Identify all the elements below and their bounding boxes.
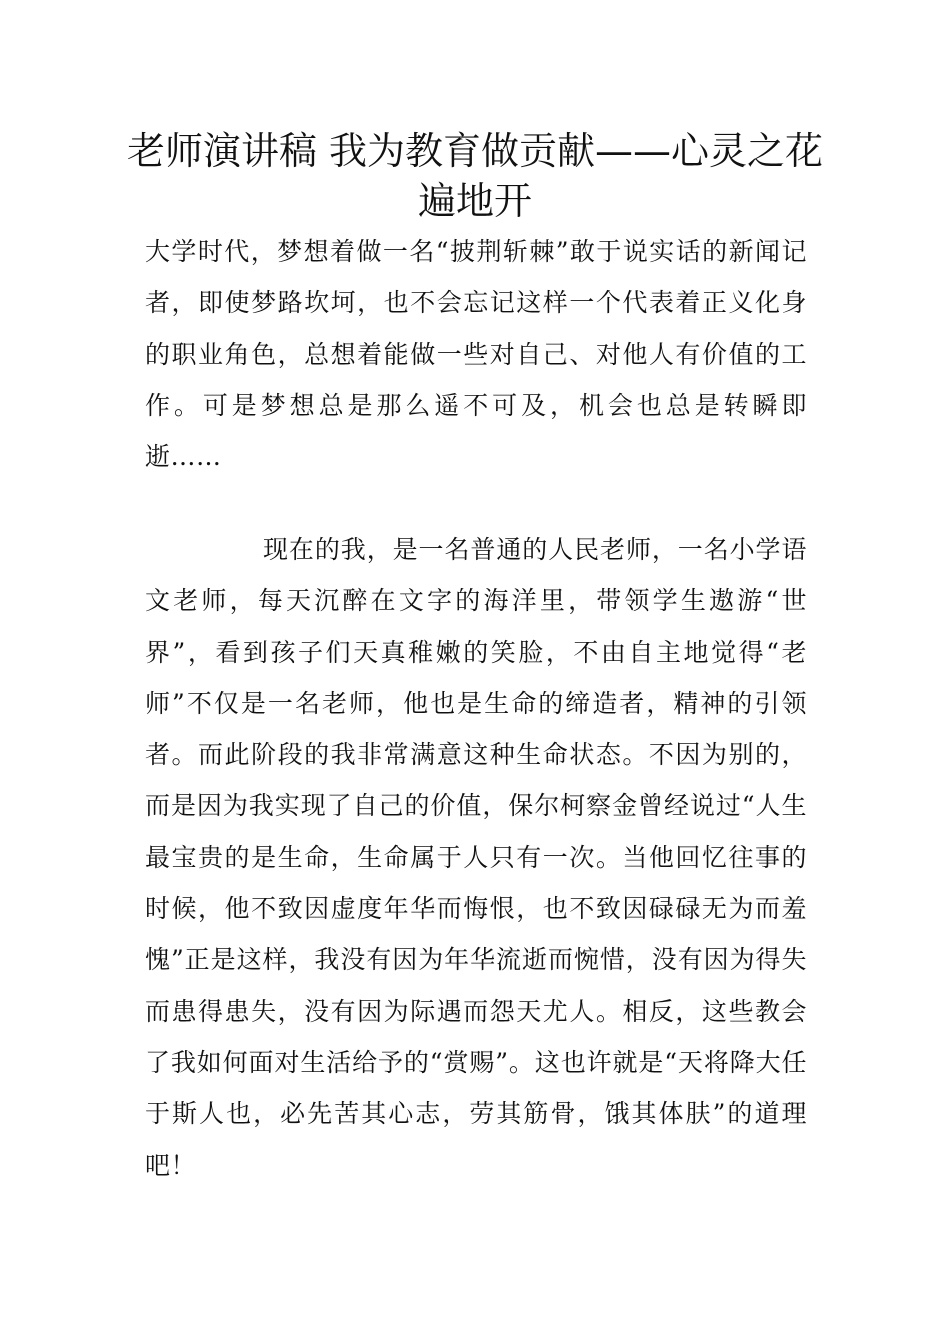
paragraph-2: 现在的我，是一名普通的人民老师，一名小学语文老师，每天沉醉在文字的海洋里，带领学生遨游“世界”，看到孩子们天真稚嫩的笑脸，不由自主地觉得“老师”不仅是一名老师，他也是生命的缔造者，精神的引领者。而此阶段的我非常满意这种生命状态。不因为别的，而是因为我实现了自己的价值，保尔柯察金曾经说过“人生最宝贵的是生命，生命属于人只有一次。当他回忆往事的时候，他不致因虚度年华而悔恨，也不致因碌碌无为而羞愧”正是这样，我没有因为年华流逝而惋惜，没有因为得失而患得患失，没有因为际遇而怨天尤人。相反，这些教会了我如何面对生活给予的“赏赐”。这也许就是“天将降大任于斯人也，必先苦其心志，劳其筋骨，饿其体肤”的道理吧！: [145, 535, 807, 1180]
document-title: 老师演讲稿 我为教育做贡献——心灵之花遍地开: [126, 129, 824, 223]
paragraph-1: 大学时代，梦想着做一名“披荆斩棘”敢于说实话的新闻记者，即使梦路坎坷，也不会忘记这样一个代表着正义化身的职业角色，总想着能做一些对自己、对他人有价值的工作。可是梦想总是那么遥不可及，机会也总是转瞬即逝……: [145, 237, 807, 472]
